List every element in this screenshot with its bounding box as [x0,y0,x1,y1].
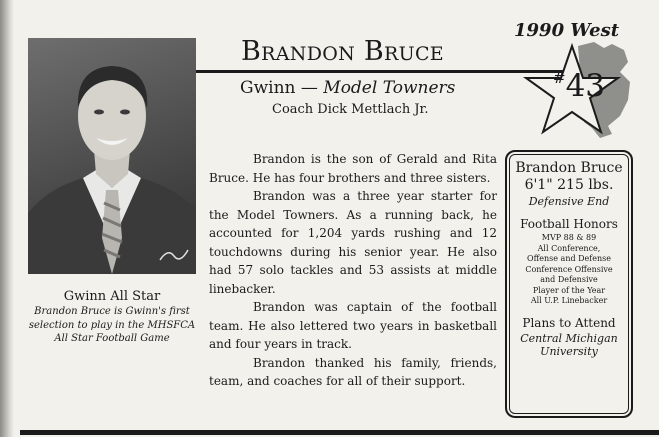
stats-box [505,150,633,418]
honors-list [507,233,631,307]
team-name: Model Towners [323,78,456,98]
plans-heading: Plans to Attend [522,315,616,330]
honor-item: All U.P. Linebacker [530,296,608,305]
photo-caption: Brandon Bruce is Gwinn's first selection to play in the MHSFCA All Star Football Game [28,306,196,344]
biography [209,150,497,391]
player-name-heading: Brandon Bruce [241,36,444,67]
honor-item: Offense and Defense [527,254,611,263]
plans-list [507,332,631,358]
honors-heading: Football Honors [520,217,618,231]
honor-item: Conference Offensive [525,264,613,274]
photo-caption-title: Gwinn All Star [63,289,161,304]
region-label: West [570,20,620,41]
honor-item: MVP 88 & 89 [541,233,597,242]
bio-paragraph: Brandon was a three year starter for the Model Towners. As a running back, he accounted for 1,204 yards rushing and 12 touchdowns during his senior year. He also had 57 solo tackles and 53 assists at middle linebacker. [209,189,497,296]
honor-item: and Defensive [540,275,598,284]
jersey-hash: # [553,69,566,87]
school-name: Gwinn [240,78,296,98]
player-photo [28,38,196,274]
bio-paragraph: Brandon is the son of Gerald and Rita Bruce. He has four brothers and three sisters. [209,152,497,185]
plan-item: University [540,344,598,358]
plan-item: Central Michigan [520,331,618,345]
player-portrait-illustration [28,38,196,274]
stats-position: Defensive End [528,195,610,208]
honor-item: All Conference, [537,243,601,253]
honor-item: Player of the Year [532,285,606,295]
bio-paragraph: Brandon thanked his family, friends, team, and coaches for all of their support. [209,355,497,388]
stats-height-weight: 6'1" 215 lbs. [524,177,614,193]
jersey-number-value: 43 [565,68,606,104]
school-separator: — [295,78,324,98]
jersey-number [553,68,605,104]
page-binding-shadow [0,0,14,437]
school-team-line [240,78,455,98]
coach-name: Coach Dick Mettlach Jr. [272,102,429,117]
bottom-rule [20,430,659,435]
bio-paragraph: Brandon was captain of the football team. He also lettered two years in basketball and four years in track. [209,300,497,351]
year-label: 1990 [514,20,565,41]
stats-name: Brandon Bruce [515,160,623,176]
